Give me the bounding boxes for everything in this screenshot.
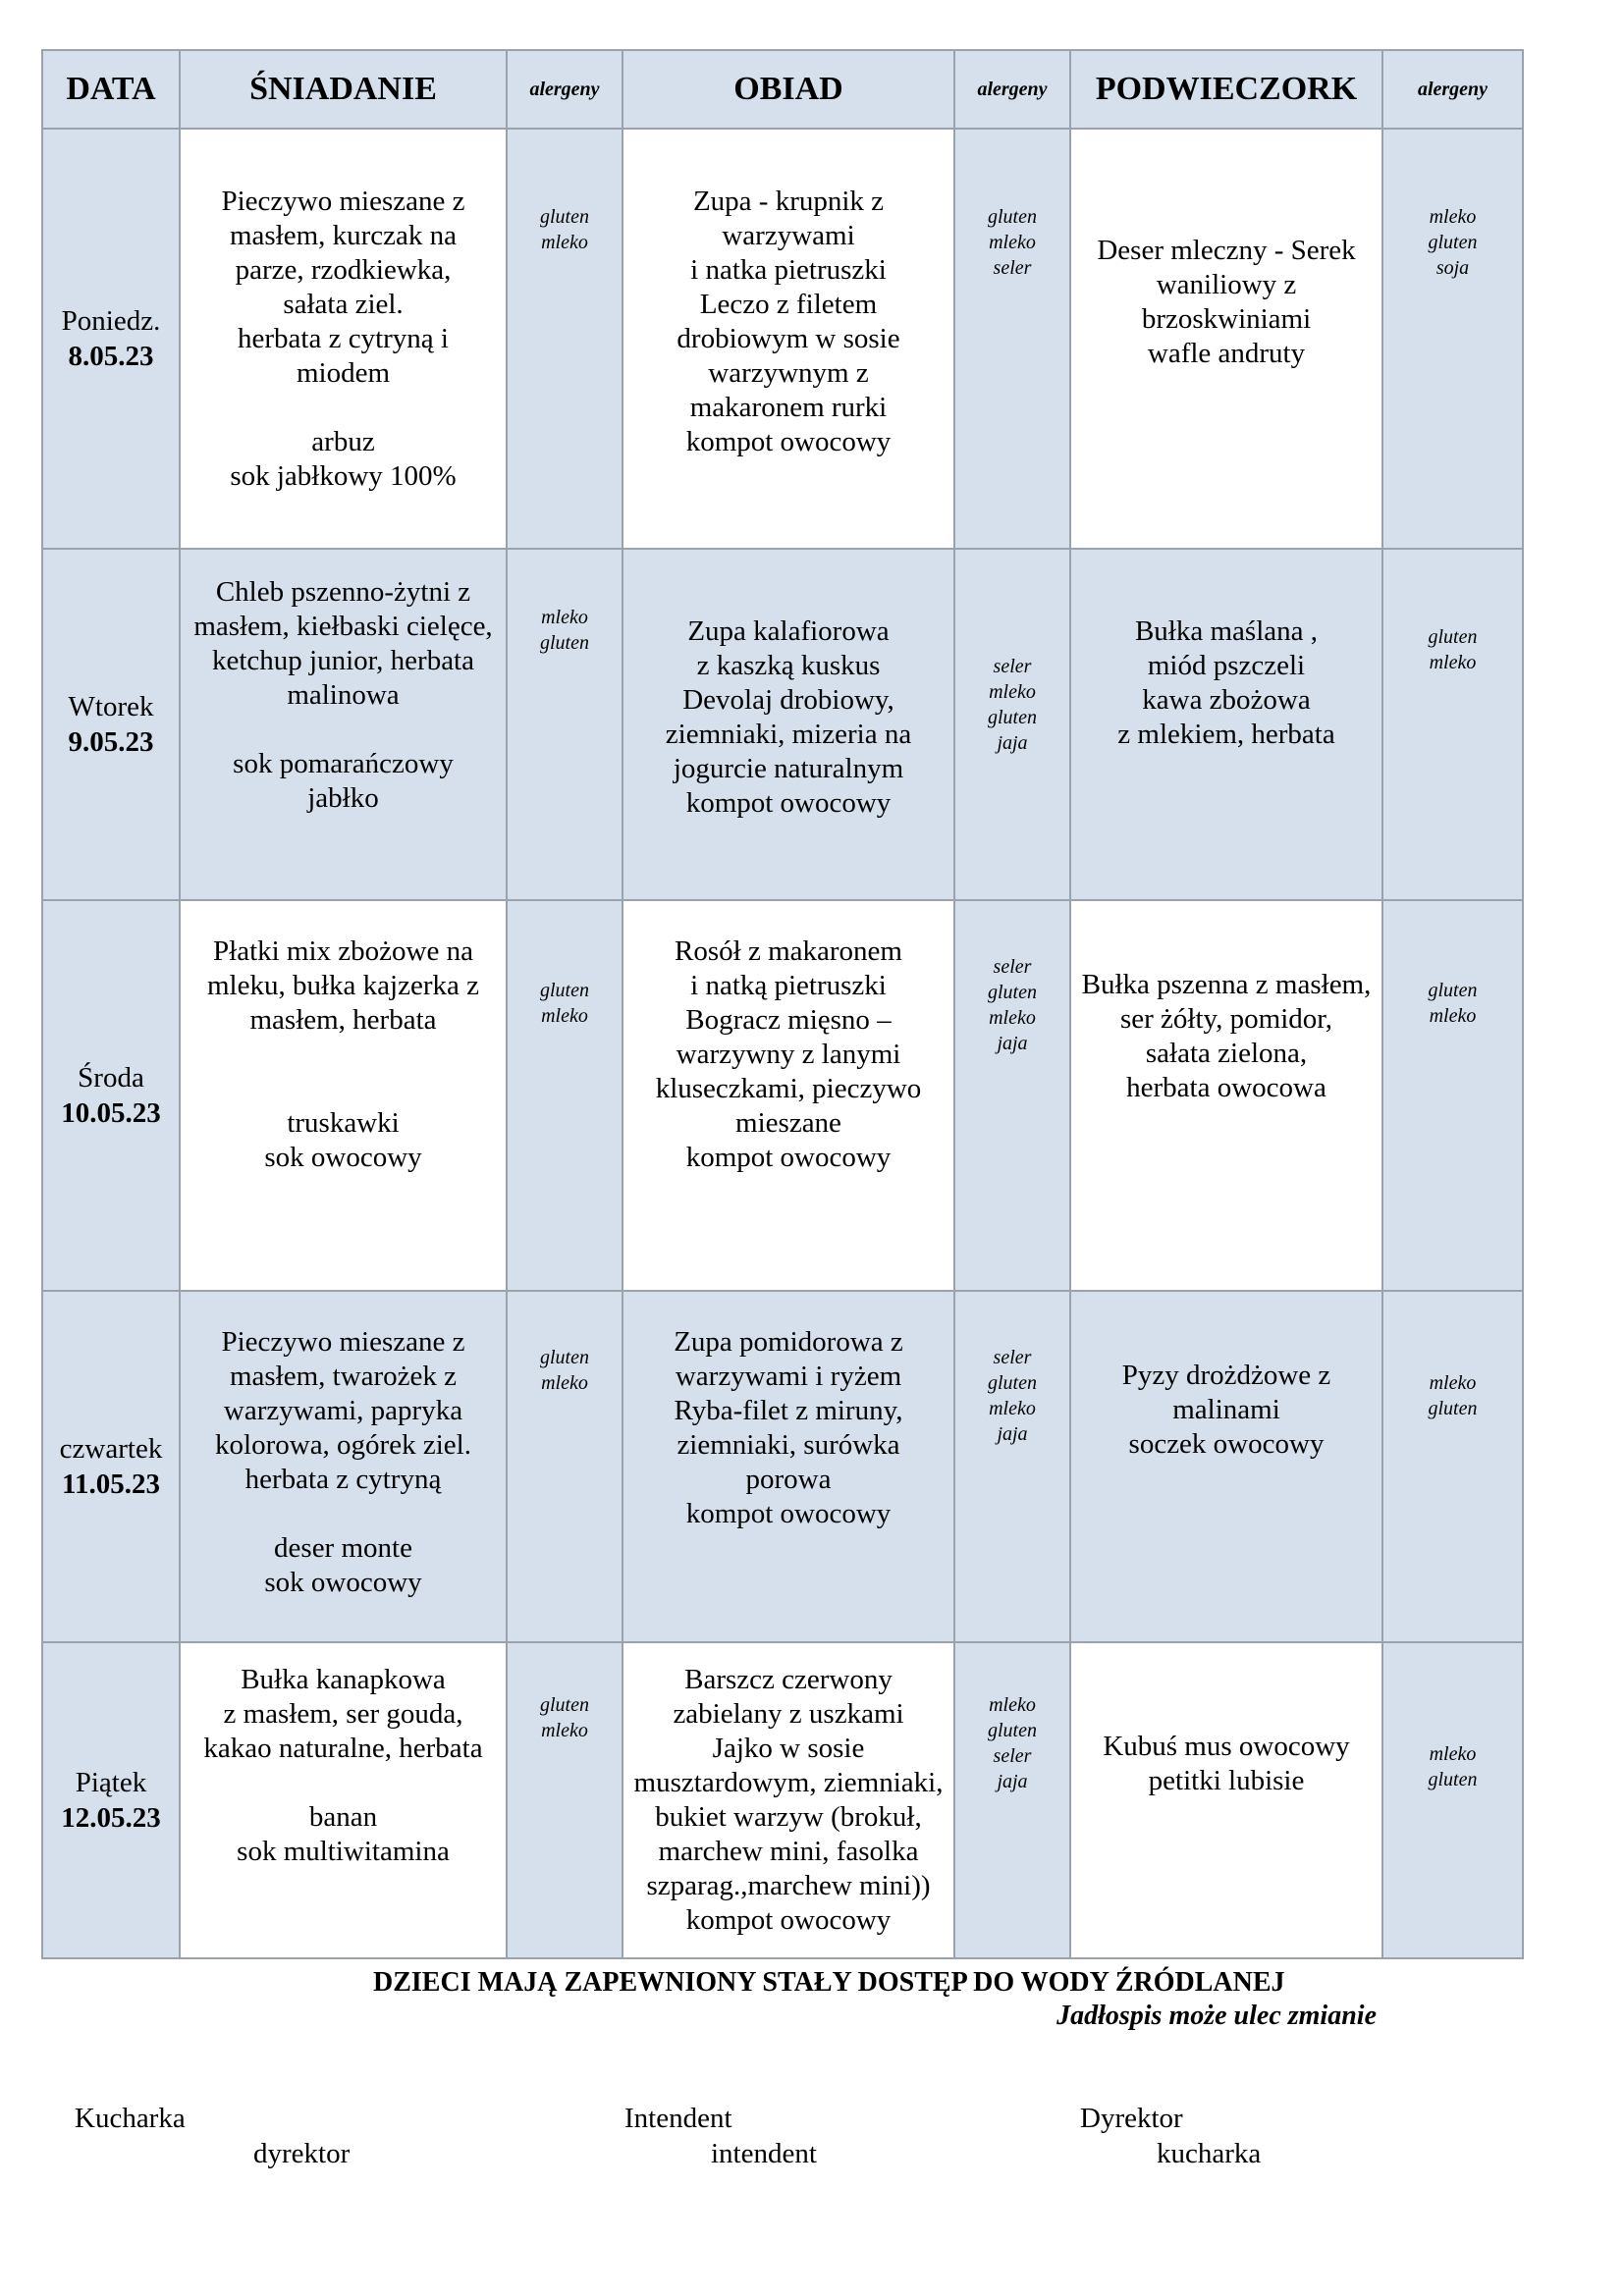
lunch-cell: Zupa - krupnik z warzywami i natka pietruszki Leczo z filetem drobiowym w sosie warzywnym z makaronem rurki kompot owocowy: [623, 129, 954, 549]
snack-allergens: mleko gluten soja: [1382, 129, 1523, 549]
snack-allergens: mleko gluten: [1382, 1291, 1523, 1642]
snack-cell: Bułka maślana , miód pszczeli kawa zbożowa z mlekiem, herbata: [1070, 549, 1382, 900]
day-date: 12.05.23: [61, 1802, 161, 1834]
day-date: 9.05.23: [68, 726, 154, 758]
signature-intendant-sub: intendent: [711, 2138, 817, 2169]
menu-change-note: Jadłospis może ulec zmianie: [1056, 2001, 1377, 2031]
header-allergens-breakfast: alergeny: [507, 50, 623, 129]
lunch-allergens: gluten mleko seler: [954, 129, 1070, 549]
breakfast-cell: Chleb pszenno-żytni z masłem, kiełbaski cielęce, ketchup junior, herbata malinowa sok pomarańczowy jabłko: [180, 549, 507, 900]
day-date: 11.05.23: [62, 1468, 160, 1500]
snack-cell: Pyzy drożdżowe z malinami soczek owocowy: [1070, 1291, 1382, 1642]
breakfast-allergens: gluten mleko: [507, 900, 623, 1291]
menu-row-monday: [42, 129, 1523, 549]
lunch-allergens: mleko gluten seler jaja: [954, 1642, 1070, 1958]
menu-row-tuesday: [42, 549, 1523, 900]
breakfast-cell: Bułka kanapkowa z masłem, ser gouda, kakao naturalne, herbata banan sok multiwitamina: [180, 1642, 507, 1958]
header-date: DATA: [42, 50, 180, 129]
breakfast-cell: Pieczywo mieszane z masłem, kurczak na parze, rzodkiewka, sałata ziel. herbata z cytryną i miodem arbuz sok jabłkowy 100%: [180, 129, 507, 549]
signature-intendant-title: Intendent: [624, 2103, 732, 2134]
lunch-cell: Zupa kalafiorowa z kaszką kuskus Devolaj drobiowy, ziemniaki, mizeria na jogurcie naturalnym kompot owocowy: [623, 549, 954, 900]
snack-allergens: gluten mleko: [1382, 900, 1523, 1291]
snack-cell: Bułka pszenna z masłem, ser żółty, pomidor, sałata zielona, herbata owocowa: [1070, 900, 1382, 1291]
breakfast-allergens: mleko gluten: [507, 549, 623, 900]
lunch-cell: Zupa pomidorowa z warzywami i ryżem Ryba-filet z miruny, ziemniaki, surówka porowa kompot owocowy: [623, 1291, 954, 1642]
snack-cell: Deser mleczny - Serek waniliowy z brzoskwiniami wafle andruty: [1070, 129, 1382, 549]
day-name: Środa: [78, 1062, 144, 1094]
header-allergens-lunch: alergeny: [954, 50, 1070, 129]
lunch-cell: Barszcz czerwony zabielany z uszkami Jajko w sosie musztardowym, ziemniaki, bukiet warzyw (brokuł, marchew mini, fasolka szparag.,marchew mini)) kompot owocowy: [623, 1642, 954, 1958]
header-row: [42, 50, 1523, 129]
menu-row-thursday: [42, 1291, 1523, 1642]
snack-allergens: mleko gluten: [1382, 1642, 1523, 1958]
day-name: Wtorek: [68, 691, 154, 722]
day-name: Poniedz.: [61, 305, 161, 337]
day-cell: [42, 549, 180, 900]
breakfast-allergens: gluten mleko: [507, 1642, 623, 1958]
header-lunch: OBIAD: [623, 50, 954, 129]
header-allergens-snack: alergeny: [1382, 50, 1523, 129]
lunch-cell: Rosół z makaronem i natką pietruszki Bogracz mięsno – warzywny z lanymi kluseczkami, pieczywo mieszane kompot owocowy: [623, 900, 954, 1291]
day-cell: [42, 129, 180, 549]
day-date: 8.05.23: [68, 341, 154, 372]
breakfast-allergens: gluten mleko: [507, 129, 623, 549]
lunch-allergens: seler gluten mleko jaja: [954, 900, 1070, 1291]
signature-cook-sub: dyrektor: [253, 2138, 351, 2169]
lunch-allergens: seler gluten mleko jaja: [954, 1291, 1070, 1642]
signature-director-title: Dyrektor: [1080, 2103, 1183, 2134]
breakfast-cell: Pieczywo mieszane z masłem, twarożek z warzywami, papryka kolorowa, ogórek ziel. herbata z cytryną deser monte sok owocowy: [180, 1291, 507, 1642]
day-cell: [42, 1642, 180, 1958]
menu-row-wednesday: [42, 900, 1523, 1291]
header-breakfast: ŚNIADANIE: [180, 50, 507, 129]
day-name: czwartek: [59, 1433, 163, 1465]
day-cell: [42, 1291, 180, 1642]
snack-cell: Kubuś mus owocowy petitki lubisie: [1070, 1642, 1382, 1958]
day-name: Piątek: [75, 1767, 147, 1798]
snack-allergens: gluten mleko: [1382, 549, 1523, 900]
menu-row-friday: [42, 1642, 1523, 1958]
menu-table: [41, 49, 1524, 1959]
signature-cook-title: Kucharka: [75, 2103, 186, 2134]
signature-director-sub: kucharka: [1157, 2138, 1262, 2169]
water-note: DZIECI MAJĄ ZAPEWNIONY STAŁY DOSTĘP DO WODY ŹRÓDLANEJ: [373, 1967, 1285, 1998]
header-snack: PODWIECZORK: [1070, 50, 1382, 129]
breakfast-allergens: gluten mleko: [507, 1291, 623, 1642]
day-date: 10.05.23: [61, 1097, 161, 1129]
breakfast-cell: Płatki mix zbożowe na mleku, bułka kajzerka z masłem, herbata truskawki sok owocowy: [180, 900, 507, 1291]
day-cell: [42, 900, 180, 1291]
lunch-allergens: seler mleko gluten jaja: [954, 549, 1070, 900]
